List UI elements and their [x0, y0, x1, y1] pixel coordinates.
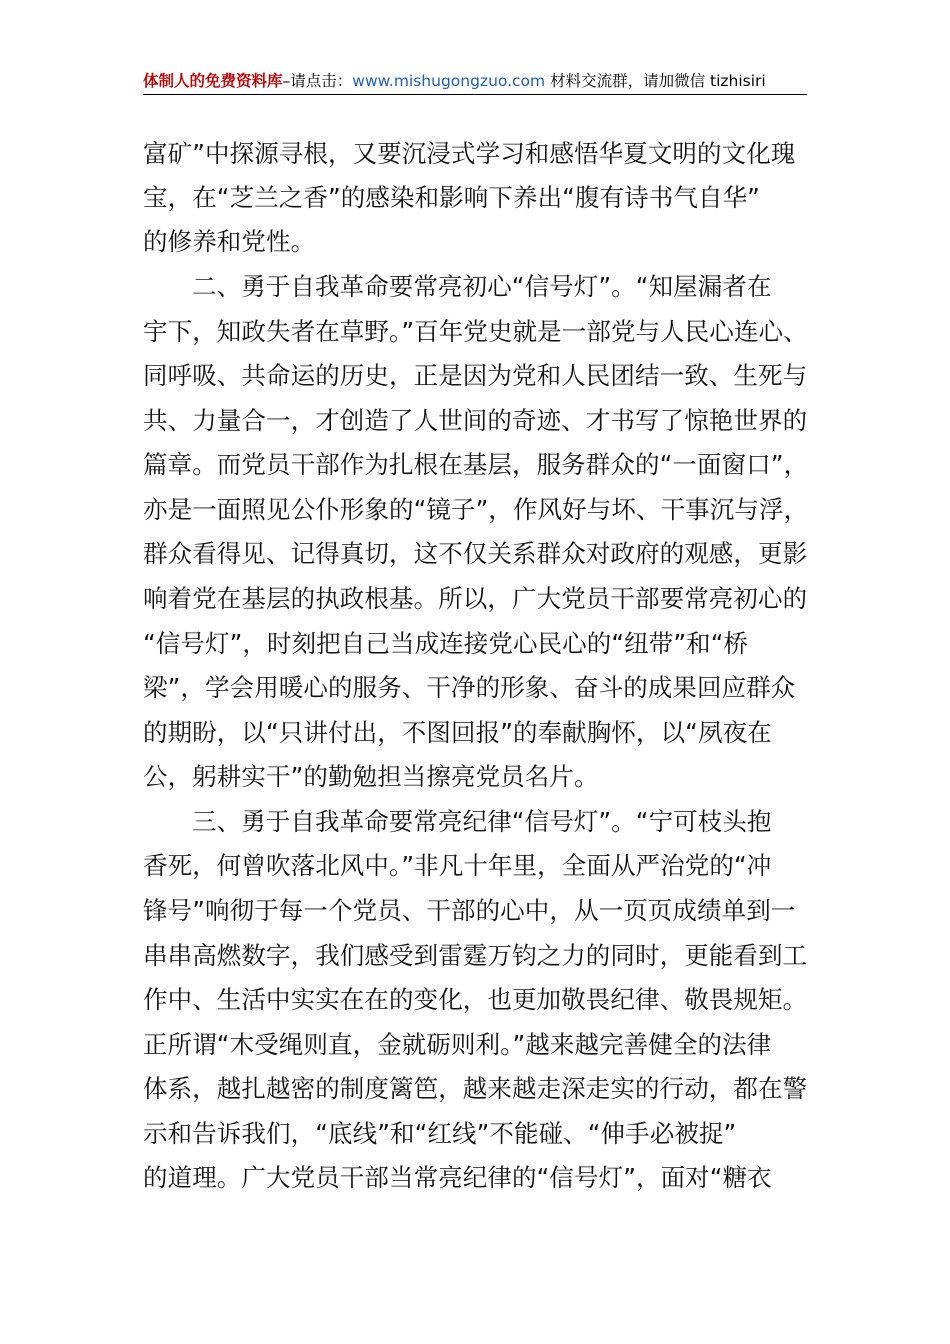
body-line: 体系，越扎越密的制度篱笆，越来越走深走实的行动，都在警 [143, 1074, 808, 1103]
body-line: 的道理。广大党员干部当常亮纪律的“信号灯”，面对“糖衣 [143, 1163, 772, 1192]
body-line: 富矿”中探源寻根，又要沉浸式学习和感悟华夏文明的文化瑰 [143, 139, 796, 168]
body-line: 香死，何曾吹落北风中。”非凡十年里，全面从严治党的“冲 [143, 851, 772, 880]
header-brand: 体制人的免费资料库 [143, 72, 283, 90]
page-header [143, 70, 807, 92]
header-divider [143, 94, 807, 95]
body-line: 示和告诉我们，“底线”和“红线”不能碰、“伸手必被捉” [143, 1119, 737, 1148]
body-line: 公，躬耕实干”的勤勉担当擦亮党员名片。 [143, 762, 599, 791]
body-line: 宇下，知政失者在草野。”百年党史就是一部党与人民心连心、 [143, 317, 808, 346]
header-website-link[interactable]: www.mishugongzuo.com [352, 72, 546, 90]
body-line: 群众看得见、记得真切，这不仅关系群众对政府的观感，更影 [143, 539, 808, 568]
body-line: 亦是一面照见公仆形象的“镜子”，作风好与坏、干事沉与浮， [143, 495, 809, 524]
body-line: 三、勇于自我革命要常亮纪律“信号灯”。“宁可枝头抱 [192, 807, 772, 836]
body-line: 串串高燃数字，我们感受到雷霆万钧之力的同时，更能看到工 [143, 941, 808, 970]
body-line: 篇章。而党员干部作为扎根在基层，服务群众的“一面窗口”， [143, 450, 809, 479]
body-line: 正所谓“木受绳则直，金就砺则利。”越来越完善健全的法律 [143, 1030, 772, 1059]
body-line: 响着党在基层的执政根基。所以，广大党员干部要常亮初心的 [143, 584, 808, 613]
header-contact-text: 材料交流群，请加微信 tizhisiri [545, 72, 766, 90]
body-line: 二、勇于自我革命要常亮初心“信号灯”。“知屋漏者在 [192, 272, 772, 301]
body-line: 锋号”响彻于每一个党员、干部的心中，从一页页成绩单到一 [143, 896, 796, 925]
body-line: 的修养和党性。 [143, 227, 316, 256]
body-line: 宝，在“芝兰之香”的感染和影响下养出“腹有诗书气自华” [143, 183, 760, 212]
body-line: 同呼吸、共命运的历史，正是因为党和人民团结一致、生死与 [143, 361, 808, 390]
body-line: 梁”，学会用暖心的服务、干净的形象、奋斗的成果回应群众 [143, 673, 796, 702]
body-line: 作中、生活中实实在在的变化，也更加敬畏纪律、敬畏规矩。 [143, 985, 808, 1014]
body-line: “信号灯”，时刻把自己当成连接党心民心的“纽带”和“桥 [143, 629, 749, 658]
body-line: 共、力量合一，才创造了人世间的奇迹、才书写了惊艳世界的 [143, 406, 808, 435]
header-prompt: –请点击： [282, 72, 353, 90]
body-line: 的期盼，以“只讲付出，不图回报”的奉献胸怀，以“夙夜在 [143, 718, 772, 747]
